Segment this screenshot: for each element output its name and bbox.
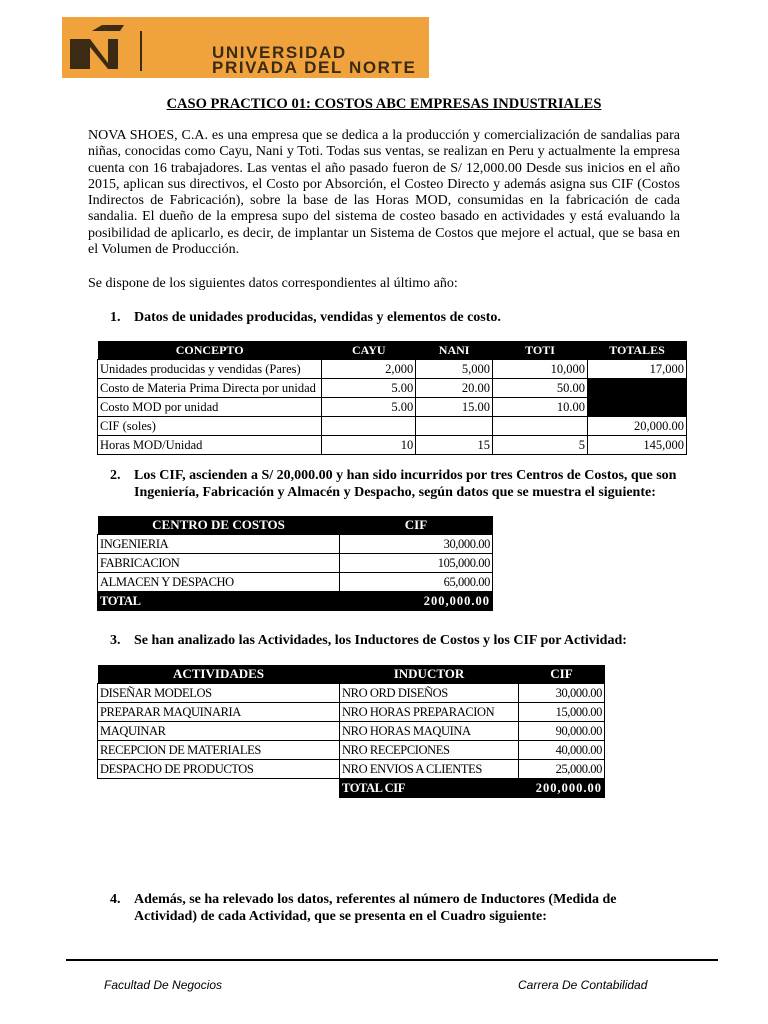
cost-elements-table <box>97 341 687 455</box>
list-number: 2. <box>110 468 121 483</box>
list-text: Se han analizado las Actividades, los Inductores de Costos y los CIF por Actividad: <box>134 633 627 648</box>
table-cell: PREPARAR MAQUINARIA <box>98 703 340 722</box>
table-cell <box>416 417 493 436</box>
table-cell: 17,000 <box>587 360 686 379</box>
table-cell: 30,000.00 <box>519 684 605 703</box>
upn-emblem-icon <box>62 17 212 78</box>
table-header-row <box>98 665 605 684</box>
table-cell: 15 <box>416 436 493 455</box>
table-cell: NRO RECEPCIONES <box>340 741 519 760</box>
table-cell: 30,000.00 <box>340 535 493 554</box>
table-row <box>98 703 605 722</box>
table-row <box>98 573 493 592</box>
table-cell: DESPACHO DE PRODUCTOS <box>98 760 340 779</box>
table-row <box>98 741 605 760</box>
table-cell: NRO HORAS MAQUINA <box>340 722 519 741</box>
university-logo <box>62 17 429 78</box>
table-cell: 40,000.00 <box>519 741 605 760</box>
table-header-cell: ACTIVIDADES <box>98 665 340 684</box>
cost-centers-table <box>97 516 493 611</box>
table-row <box>98 554 493 573</box>
table-cell: DISEÑAR MODELOS <box>98 684 340 703</box>
table-cell: MAQUINAR <box>98 722 340 741</box>
document-title: CASO PRACTICO 01: COSTOS ABC EMPRESAS INDUSTRIALES <box>166 96 602 112</box>
table-cell: RECEPCION DE MATERIALES <box>98 741 340 760</box>
table-cell: 15.00 <box>416 398 493 417</box>
table-header-row <box>98 516 493 535</box>
empty-cell <box>98 779 340 798</box>
list-text: Los CIF, ascienden a S/ 20,000.00 y han sido incurridos por tres Centros de Costos, que son Ingeniería, Fabricación y Almacén y Despacho, según datos que se muestra el siguiente: <box>134 468 677 500</box>
table-row <box>98 760 605 779</box>
intro-paragraph: NOVA SHOES, C.A. es una empresa que se dedica a la producción y comercialización de sandalias para niñas, conocidas como Cayu, Nani y Toti. Todas sus ventas, se realizan en Peru y actualmente la empresa cuenta con 16 trabajadores. Las ventas el año pasado fueron de S/ 12,000.00 Desde sus inicios en el año 2015, aplican sus directivos, el Costo por Absorción, el Costeo Directo y además asigna sus CIF (Costos Indirectos de Fabricación), sobre la base de las Horas MOD, consumidas en la fabricación de cada sandalia. El dueño de la empresa supo del sistema de costeo basado en actividades y está evaluando la posibilidad de aplicarlo, es decir, de implantar un Sistema de Costos que mejore el actual, que se basa en el Volumen de Producción. <box>88 128 680 258</box>
table-header-cell: CIF <box>519 665 605 684</box>
table-header-cell: CENTRO DE COSTOS <box>98 516 340 535</box>
table-cell: 200,000.00 <box>519 779 605 798</box>
table-cell: 65,000.00 <box>340 573 493 592</box>
table-header-row <box>98 341 687 360</box>
list-number: 3. <box>110 633 121 648</box>
table-row <box>98 398 687 417</box>
table-cell: 50.00 <box>493 379 588 398</box>
table-total-row <box>98 592 493 611</box>
table-cell: FABRICACION <box>98 554 340 573</box>
table-cell: 2,000 <box>322 360 416 379</box>
table-cell: 20.00 <box>416 379 493 398</box>
table-header-cell: TOTI <box>493 341 588 360</box>
table-header-cell: NANI <box>416 341 493 360</box>
table-cell: 90,000.00 <box>519 722 605 741</box>
footer-divider <box>66 959 718 961</box>
table-cell: TOTAL CIF <box>340 779 519 798</box>
table-cell: NRO ENVIOS A CLIENTES <box>340 760 519 779</box>
table-cell: Costo de Materia Prima Directa por unidad <box>98 379 322 398</box>
table-cell: Unidades producidas y vendidas (Pares) <box>98 360 322 379</box>
activities-table <box>97 665 605 798</box>
table-cell: 145,000 <box>587 436 686 455</box>
table-cell: 5.00 <box>322 379 416 398</box>
table-row <box>98 417 687 436</box>
table-row <box>98 722 605 741</box>
table-cell: 15,000.00 <box>519 703 605 722</box>
list-number: 1. <box>110 310 121 325</box>
lead-paragraph: Se dispone de los siguientes datos correspondientes al último año: <box>88 276 458 291</box>
table-cell: 5 <box>493 436 588 455</box>
table-cell: 10.00 <box>493 398 588 417</box>
table-row <box>98 436 687 455</box>
table-cell: 105,000.00 <box>340 554 493 573</box>
footer-career: Carrera De Contabilidad <box>518 978 648 992</box>
table-cell: 10 <box>322 436 416 455</box>
blacked-out-cell <box>587 398 686 417</box>
list-number: 4. <box>110 892 121 907</box>
table-header-cell: CIF <box>340 516 493 535</box>
table-cell: 200,000.00 <box>340 592 493 611</box>
table-cell: 5,000 <box>416 360 493 379</box>
table-cell: ALMACEN Y DESPACHO <box>98 573 340 592</box>
table-cell: 25,000.00 <box>519 760 605 779</box>
table-header-cell: CONCEPTO <box>98 341 322 360</box>
table-cell: INGENIERIA <box>98 535 340 554</box>
list-text: Además, se ha relevado los datos, referentes al número de Inductores (Medida de Actividad) de cada Actividad, que se presenta en el Cuadro siguiente: <box>134 892 617 924</box>
table-cell: NRO ORD DISEÑOS <box>340 684 519 703</box>
logo-line-2: PRIVADA DEL NORTE <box>212 58 417 77</box>
table-cell: 5.00 <box>322 398 416 417</box>
list-text: Datos de unidades producidas, vendidas y elementos de costo. <box>134 310 501 325</box>
logo-line-1: UNIVERSIDAD <box>212 43 347 62</box>
table-cell: 20,000.00 <box>587 417 686 436</box>
footer-faculty: Facultad De Negocios <box>104 978 223 992</box>
table-cell: TOTAL <box>98 592 340 611</box>
table-row <box>98 379 687 398</box>
table-cell: CIF (soles) <box>98 417 322 436</box>
blacked-out-cell <box>587 379 686 398</box>
table-cell: NRO HORAS PREPARACION <box>340 703 519 722</box>
table-header-cell: CAYU <box>322 341 416 360</box>
table-total-row <box>98 779 605 798</box>
table-cell: Costo MOD por unidad <box>98 398 322 417</box>
table-row <box>98 535 493 554</box>
table-row <box>98 684 605 703</box>
table-cell <box>493 417 588 436</box>
table-cell: Horas MOD/Unidad <box>98 436 322 455</box>
table-header-cell: TOTALES <box>587 341 686 360</box>
table-row <box>98 360 687 379</box>
table-cell <box>322 417 416 436</box>
table-cell: 10,000 <box>493 360 588 379</box>
table-header-cell: INDUCTOR <box>340 665 519 684</box>
university-name <box>212 45 416 75</box>
